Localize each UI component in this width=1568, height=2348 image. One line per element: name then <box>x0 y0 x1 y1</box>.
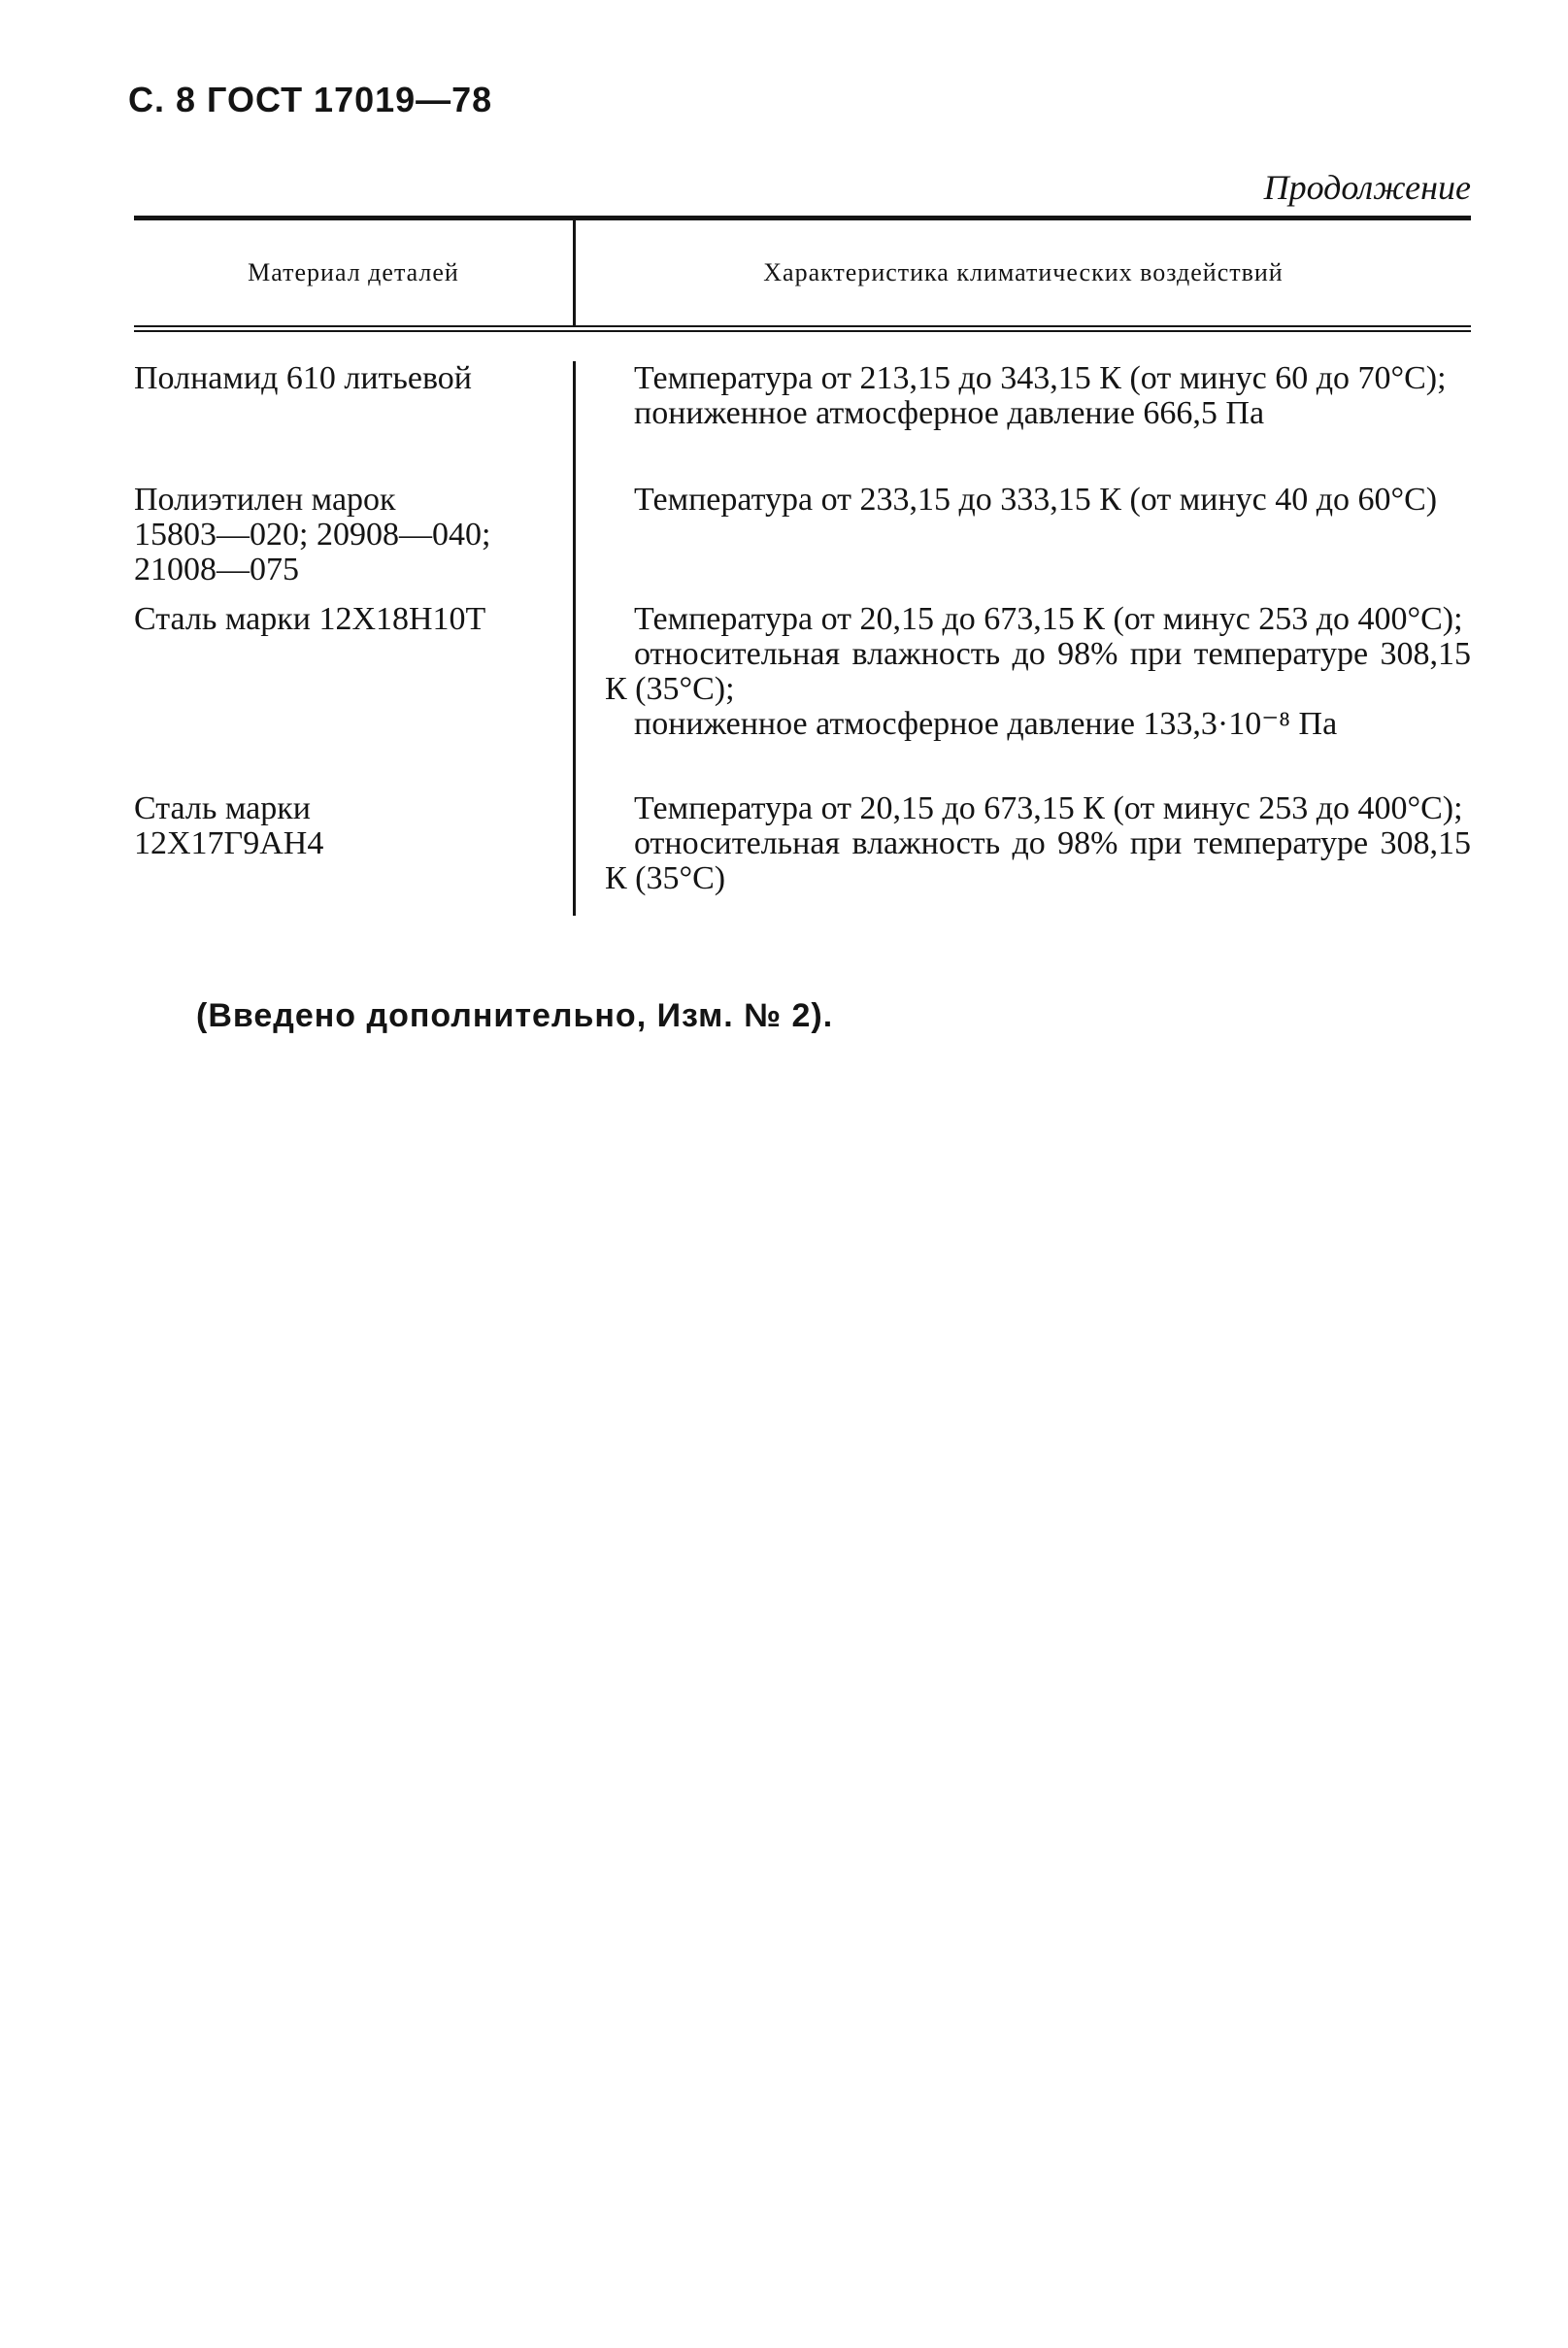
material-cell: Полнамид 610 литьевой <box>134 360 473 396</box>
characteristic-text: относительная влажность до 98% при температуре 308,15 К (35°С); <box>605 636 1471 707</box>
page-header: С. 8 ГОСТ 17019—78 <box>128 80 493 119</box>
material-cell: Сталь марки <box>134 790 311 826</box>
column-header-material: Материал деталей <box>248 258 459 286</box>
characteristic-text: Температура от 233,15 до 333,15 К (от минус 40 до 60°С) <box>634 482 1438 518</box>
table-header-row <box>134 220 1471 325</box>
characteristic-text: Температура от 213,15 до 343,15 К (от минус 60 до 70°С); <box>634 360 1447 396</box>
materials-table <box>134 216 1471 916</box>
material-cell: Полиэтилен марок <box>134 482 396 518</box>
table-header-rule <box>134 325 1471 332</box>
characteristic-text: Температура от 20,15 до 673,15 К (от минус 253 до 400°С); <box>634 601 1463 637</box>
table-row-material <box>134 791 553 861</box>
amendment-note: (Введено дополнительно, Изм. № 2). <box>196 997 834 1034</box>
material-cell: Сталь марки 12Х18Н10Т <box>134 601 486 637</box>
table-row-characteristics <box>605 483 1471 602</box>
table-row-characteristics <box>605 361 1471 483</box>
characteristic-text: пониженное атмосферное давление 133,3·10⁻⁸ Па <box>634 706 1338 742</box>
table-row-material <box>134 602 553 791</box>
characteristic-text: пониженное атмосферное давление 666,5 Па <box>634 395 1265 431</box>
table-row-characteristics <box>605 602 1471 791</box>
table-row-material <box>134 483 553 602</box>
table-body <box>134 332 1471 916</box>
table-row-characteristics <box>605 791 1471 896</box>
material-cell: 12Х17Г9АН4 <box>134 825 324 861</box>
characteristic-text: Температура от 20,15 до 673,15 К (от минус 253 до 400°С); <box>634 790 1463 826</box>
characteristics-column <box>573 361 1471 916</box>
material-cell: 21008—075 <box>134 552 299 587</box>
material-column <box>134 361 573 916</box>
material-cell: 15803—020; 20908—040; <box>134 517 491 553</box>
column-header-characteristics: Характеристика климатических воздействий <box>573 220 1471 325</box>
table-row-material <box>134 361 553 483</box>
characteristic-text: относительная влажность до 98% при температуре 308,15 К (35°С) <box>605 825 1471 896</box>
continuation-label: Продолжение <box>1263 168 1471 207</box>
